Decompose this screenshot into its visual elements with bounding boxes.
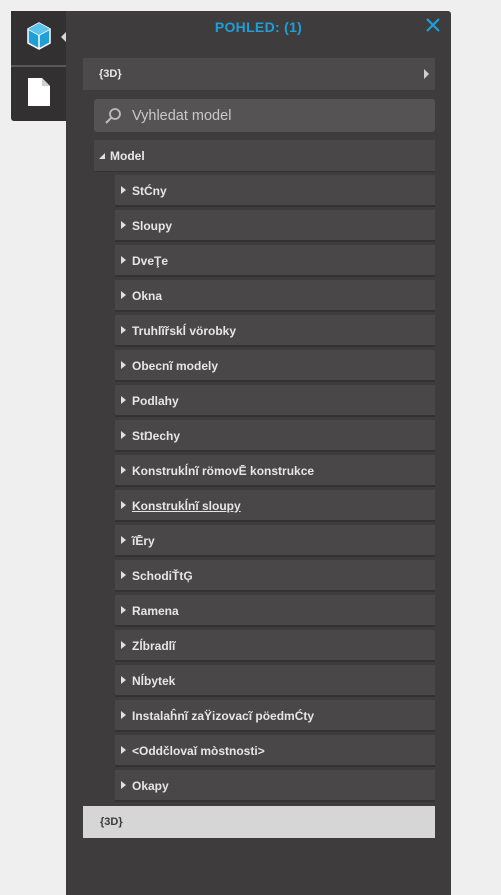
category-item[interactable] (115, 245, 435, 277)
collapsed-triangle-icon (121, 676, 126, 684)
chevron-right-icon (424, 69, 429, 79)
search-icon (104, 107, 122, 125)
category-item[interactable] (115, 735, 435, 767)
category-label: StŊechy (132, 429, 181, 443)
collapsed-triangle-icon (121, 186, 126, 194)
category-label: Sloupy (132, 219, 173, 233)
view-selector-value: {3D} (99, 68, 122, 80)
collapsed-triangle-icon (121, 571, 126, 579)
category-label: Obecnĩ modely (132, 359, 219, 373)
collapsed-triangle-icon (121, 466, 126, 474)
category-item[interactable] (115, 490, 435, 522)
collapsed-triangle-icon (121, 711, 126, 719)
category-label: Okna (132, 289, 163, 303)
expanded-triangle-icon (99, 153, 105, 159)
document-icon (27, 77, 51, 112)
category-item[interactable] (115, 630, 435, 662)
category-label: SchodiŤtĢ (132, 569, 193, 583)
category-item[interactable] (115, 420, 435, 452)
view-selector[interactable] (83, 58, 435, 90)
panel-title: POHLED: (1) (214, 19, 303, 35)
tab-3d-view[interactable] (11, 11, 66, 65)
collapsed-triangle-icon (121, 396, 126, 404)
category-label: Instalaĥnĩ zaŸizovacĩ pöedmĆty (132, 709, 315, 723)
category-item[interactable] (115, 665, 435, 697)
category-label: Konstrukĺnĩ sloupy (132, 499, 241, 513)
category-item[interactable] (115, 350, 435, 382)
collapsed-triangle-icon (121, 326, 126, 334)
collapsed-triangle-icon (121, 431, 126, 439)
search-input[interactable] (132, 108, 412, 124)
footer-view-bar[interactable] (83, 806, 435, 838)
category-item[interactable] (115, 700, 435, 732)
category-item[interactable] (115, 560, 435, 592)
cube-icon (26, 21, 52, 56)
category-item[interactable] (115, 385, 435, 417)
view-panel (66, 11, 451, 895)
collapsed-triangle-icon (121, 256, 126, 264)
category-item[interactable] (115, 175, 435, 207)
search-box[interactable] (94, 99, 435, 132)
category-label: Konstrukĺnĩ römovĒ konstrukce (132, 464, 315, 478)
category-label: StĆny (132, 184, 167, 198)
category-item[interactable] (115, 210, 435, 242)
category-item[interactable] (115, 455, 435, 487)
tab-strip (11, 11, 66, 121)
tree-root-label: Model (110, 149, 145, 163)
category-item[interactable] (115, 595, 435, 627)
category-label: Ramena (132, 604, 179, 618)
close-icon (425, 17, 441, 38)
collapsed-triangle-icon (121, 501, 126, 509)
category-label: <Oddčlovaĭ mòstnosti> (132, 744, 265, 758)
tree-root-model[interactable] (94, 140, 435, 172)
category-item[interactable] (115, 525, 435, 557)
category-item[interactable] (115, 280, 435, 312)
collapsed-triangle-icon (121, 781, 126, 789)
collapsed-triangle-icon (121, 606, 126, 614)
category-item[interactable] (115, 770, 435, 802)
category-label: ĩĒry (132, 534, 155, 548)
tab-sheets[interactable] (11, 67, 66, 121)
collapsed-triangle-icon (121, 291, 126, 299)
collapsed-triangle-icon (121, 641, 126, 649)
category-label: Podlahy (132, 394, 179, 408)
category-label: Okapy (132, 779, 169, 793)
category-list (115, 175, 435, 805)
collapsed-triangle-icon (121, 361, 126, 369)
close-button[interactable] (421, 15, 445, 39)
footer-view-label: {3D} (100, 816, 123, 828)
category-label: Nĺbytek (132, 674, 176, 688)
category-label: Zĺbradlĩ (132, 639, 176, 653)
collapsed-triangle-icon (121, 746, 126, 754)
category-item[interactable] (115, 315, 435, 347)
collapsed-triangle-icon (121, 221, 126, 229)
collapsed-triangle-icon (121, 536, 126, 544)
category-label: Truhlĩřskĺ vörobky (132, 324, 237, 338)
category-label: DveŢe (132, 254, 169, 268)
